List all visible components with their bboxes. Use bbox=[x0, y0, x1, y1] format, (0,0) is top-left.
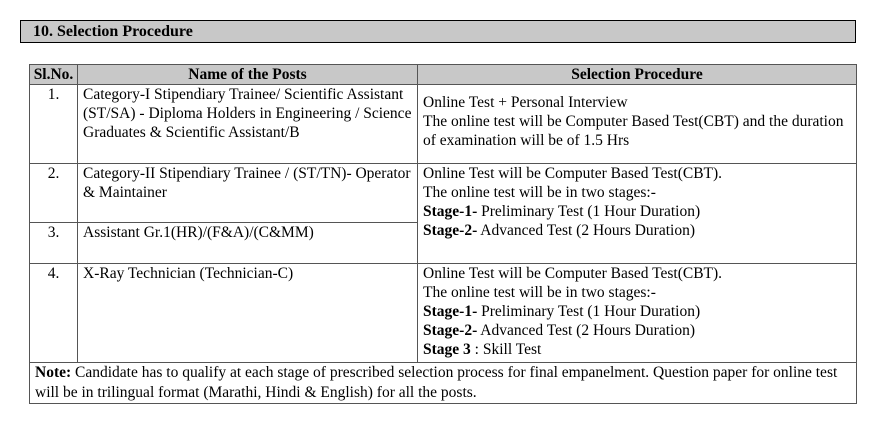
procedure-line: Online Test + Personal Interview bbox=[423, 94, 628, 111]
stage-line bbox=[423, 221, 851, 240]
row-number: 2. bbox=[30, 164, 78, 223]
stage-label: Stage 3 bbox=[423, 341, 471, 358]
note-cell bbox=[30, 363, 857, 404]
stage-line bbox=[423, 202, 851, 221]
post-name: X-Ray Technician (Technician-C) bbox=[78, 264, 418, 363]
stage-line bbox=[423, 321, 851, 340]
table-row bbox=[30, 264, 857, 363]
stage-text: : Skill Test bbox=[470, 341, 542, 358]
stage-text: Advanced Test (2 Hours Duration) bbox=[477, 222, 695, 239]
section-title: 10. Selection Procedure bbox=[20, 20, 856, 43]
procedure-cell bbox=[418, 264, 857, 363]
note-text: Candidate has to qualify at each stage of prescribed selection process for final empanelment. Question paper for online test will be in trilingual format (Marathi, Hindi & English) for all the posts. bbox=[35, 364, 838, 401]
row-number: 1. bbox=[30, 85, 78, 164]
note-label: Note: bbox=[35, 364, 72, 381]
procedure-line: The online test will be in two stages:- bbox=[423, 284, 656, 301]
selection-procedure-table bbox=[29, 64, 857, 404]
header-post-name: Name of the Posts bbox=[78, 65, 418, 85]
post-name: Category-I Stipendiary Trainee/ Scientific Assistant (ST/SA) - Diploma Holders in Engineering / Science Graduates & Scientific Assistant/B bbox=[78, 85, 418, 164]
procedure-line: Online Test will be Computer Based Test(CBT). bbox=[423, 165, 723, 182]
note-row bbox=[30, 363, 857, 404]
stage-line bbox=[423, 302, 851, 321]
procedure-line: Online Test will be Computer Based Test(CBT). bbox=[423, 265, 723, 282]
header-sl-no: Sl.No. bbox=[30, 65, 78, 85]
stage-line bbox=[423, 340, 851, 359]
row-number: 3. bbox=[30, 223, 78, 264]
post-name: Category-II Stipendiary Trainee / (ST/TN)- Operator & Maintainer bbox=[78, 164, 418, 223]
table-row bbox=[30, 164, 857, 223]
table-row bbox=[30, 85, 857, 164]
post-name: Assistant Gr.1(HR)/(F&A)/(C&MM) bbox=[78, 223, 418, 264]
stage-label: Stage-1- bbox=[423, 203, 478, 220]
procedure-cell-merged bbox=[418, 164, 857, 264]
header-selection-procedure: Selection Procedure bbox=[418, 65, 857, 85]
procedure-line: The online test will be in two stages:- bbox=[423, 184, 656, 201]
table-header-row bbox=[30, 65, 857, 85]
procedure-line: The online test will be Computer Based Test(CBT) and the duration of examination will be of 1.5 Hrs bbox=[423, 113, 844, 149]
stage-label: Stage-2- bbox=[423, 222, 478, 239]
stage-text: Advanced Test (2 Hours Duration) bbox=[477, 322, 695, 339]
stage-text: Preliminary Test (1 Hour Duration) bbox=[477, 303, 701, 320]
stage-label: Stage-2- bbox=[423, 322, 478, 339]
stage-text: Preliminary Test (1 Hour Duration) bbox=[477, 203, 701, 220]
row-number: 4. bbox=[30, 264, 78, 363]
stage-label: Stage-1- bbox=[423, 303, 478, 320]
procedure-cell bbox=[418, 85, 857, 164]
